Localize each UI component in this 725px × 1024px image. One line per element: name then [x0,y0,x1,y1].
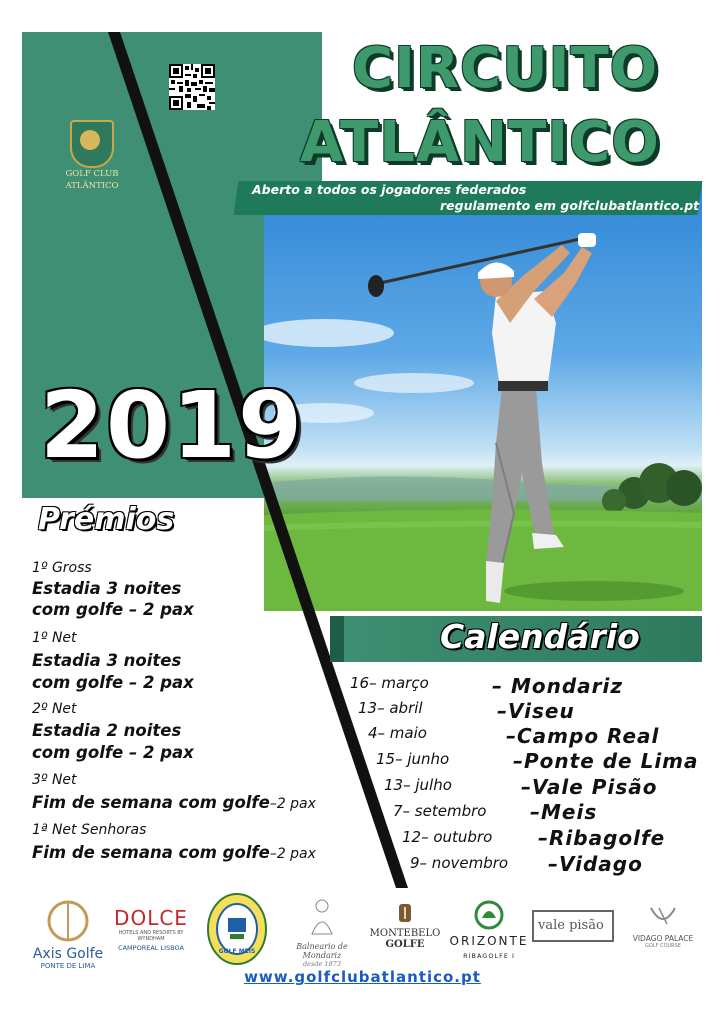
sponsor-vale-pisao [532,910,614,942]
sponsor-montebelo-name: MONTEBELO [369,928,441,939]
logo-text-line2: ATLÂNTICO [65,181,119,191]
sponsor-valepisao-name: vale pisão [538,918,604,933]
sponsor-axis-golfe [28,896,108,970]
calendar-venue: –Vale Pisão [521,775,658,799]
sponsor-dolce [110,906,192,952]
prize-label: 1º Net [32,630,77,646]
prize-text-line2: com golfe – 2 pax [32,673,194,692]
prize-label: 1º Gross [32,560,92,576]
calendar-heading: Calendário [440,617,640,656]
calendar-date: 9– novembro [410,854,509,872]
sponsor-montebelo-sub: GOLFE [385,939,425,950]
calendar-date: 16– março [350,674,429,692]
title-line2: ATLÂNTICO [300,110,660,175]
prize-text-line2: com golfe – 2 pax [32,600,194,619]
calendar-date: 13– julho [384,776,452,794]
sponsor-vidago-sub: GOLF COURSE [645,943,681,949]
title-line1: CIRCUITO [352,36,659,101]
montebelo-emblem-icon [397,904,413,924]
website-link[interactable]: www.golfclubatlantico.pt [244,968,481,986]
prizes-heading: Prémios [38,502,175,537]
orizonte-leaf-icon [472,900,506,930]
prize-label: 1ª Net Senhoras [32,822,147,838]
calendar-venue: –Vidago [548,852,643,876]
prize-text-line1: Estadia 3 noites [32,579,182,598]
sponsor-mondariz [280,898,364,968]
year-heading: 2019 [40,372,305,479]
sponsor-golf-meis [206,892,268,966]
sponsor-dolce-sub2: CAMPOREAL LISBOA [118,944,184,952]
calendar-venue: –Meis [530,800,598,824]
calendar-venue: –Campo Real [506,724,660,748]
prize-label: 2º Net [32,701,77,717]
calendar-date: 13– abril [358,699,423,717]
sponsor-vidago-name: VIDAGO PALACE [632,934,694,943]
sponsor-axis-name: Axis Golfe [32,946,104,962]
prize-label: 3º Net [32,772,77,788]
prize-text-line1: Estadia 2 noites [32,721,182,740]
ribbon-rules-text: regulamento em golfclubatlantico.pt [440,198,700,213]
sponsor-mondariz-sub: desde 1873 [303,960,341,968]
golf-flag-shield-icon [70,120,114,168]
calendar-date: 4– maio [368,724,427,742]
prizes-background [22,498,364,898]
calendar-band-accent [330,616,344,662]
sponsor-meis-name: GOLF MEIS [218,948,256,955]
prize-suffix: –2 pax [269,796,316,812]
vidago-monogram-icon [645,904,681,930]
prize-text-line1: Estadia 3 noites [32,651,182,670]
mondariz-figure-icon [304,898,340,938]
prize-suffix: –2 pax [269,846,316,862]
sponsor-mondariz-name: Balneario de Mondariz [296,942,348,960]
calendar-venue: –Ponte de Lima [513,749,699,773]
sponsor-montebelo [366,904,444,950]
axis-ring-icon [43,896,93,946]
calendar-venue: – Mondariz [492,674,624,698]
sponsor-dolce-name: DOLCE [114,906,188,930]
prize-text-line2: com golfe – 2 pax [32,743,194,762]
golf-club-logo [50,120,134,208]
calendar-date: 15– junho [376,750,450,768]
prize-text-line1: Fim de semana com golfe–2 pax [32,843,316,862]
sponsor-orizonte-sub: RIBAGOLFE I [463,952,515,960]
calendar-venue: –Ribagolfe [538,826,666,850]
qr-code-icon [169,64,215,110]
calendar-date: 12– outubro [402,828,493,846]
calendar-venue: –Viseu [497,699,575,723]
calendar-date: 7– setembro [393,802,487,820]
sponsor-dolce-sub1: HOTELS AND RESORTS BY WYNDHAM [118,930,184,942]
ribbon-eligibility-text: Aberto a todos os jogadores federados [252,182,527,197]
sponsor-orizonte-name: ORIZONTE [449,934,529,948]
sponsor-axis-sub: PONTE DE LIMA [40,962,96,970]
sponsor-vidago [618,904,708,949]
logo-text-line1: GOLF CLUB [65,169,119,179]
sponsor-orizonte [446,900,532,960]
prize-text-line1: Fim de semana com golfe–2 pax [32,793,316,812]
